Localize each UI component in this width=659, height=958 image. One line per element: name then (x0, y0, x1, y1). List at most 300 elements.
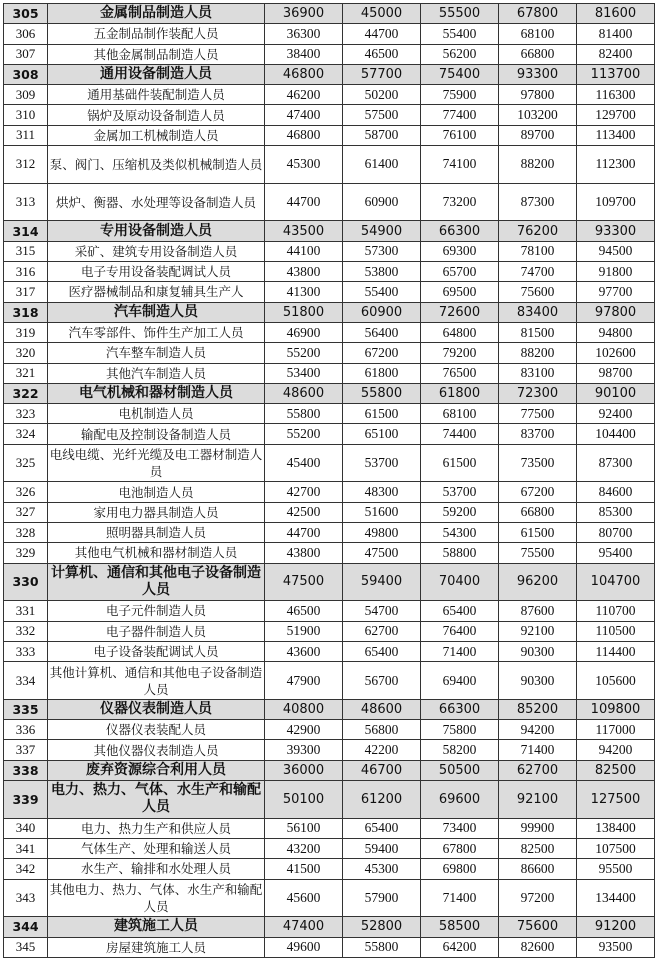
occupation-code: 335 (4, 699, 48, 719)
wage-value-3: 75800 (421, 720, 499, 740)
table-row (4, 44, 655, 64)
occupation-name: 电力、热力、气体、水生产和输配人员 (48, 781, 265, 819)
occupation-code: 340 (4, 818, 48, 838)
wage-value-2: 53800 (343, 262, 421, 282)
wage-value-2: 49800 (343, 523, 421, 543)
wage-value-2: 46700 (343, 760, 421, 780)
wage-value-1: 46800 (265, 125, 343, 145)
wage-value-3: 65700 (421, 262, 499, 282)
wage-value-2: 67200 (343, 343, 421, 363)
wage-value-4: 76200 (499, 221, 577, 241)
occupation-code: 329 (4, 543, 48, 563)
occupation-name: 气体生产、处理和输送人员 (48, 839, 265, 859)
occupation-name: 通用设备制造人员 (48, 64, 265, 84)
wage-value-1: 36300 (265, 24, 343, 44)
occupation-code: 312 (4, 146, 48, 184)
occupation-name: 电力、热力生产和供应人员 (48, 818, 265, 838)
wage-value-5: 105600 (577, 662, 655, 700)
wage-value-3: 77400 (421, 105, 499, 125)
occupation-code: 317 (4, 282, 48, 302)
table-row (4, 839, 655, 859)
category-row (4, 383, 655, 403)
occupation-code: 330 (4, 563, 48, 601)
table-row (4, 404, 655, 424)
wage-value-2: 56800 (343, 720, 421, 740)
wage-value-5: 98700 (577, 363, 655, 383)
wage-value-3: 58200 (421, 740, 499, 760)
wage-value-4: 75600 (499, 917, 577, 937)
wage-value-1: 49600 (265, 937, 343, 957)
wage-value-1: 42700 (265, 482, 343, 502)
wage-value-2: 47500 (343, 543, 421, 563)
occupation-name: 电子元件制造人员 (48, 601, 265, 621)
wage-value-4: 96200 (499, 563, 577, 601)
wage-value-5: 114400 (577, 641, 655, 661)
occupation-name: 其他计算机、通信和其他电子设备制造人员 (48, 662, 265, 700)
wage-value-1: 51900 (265, 621, 343, 641)
table-row (4, 641, 655, 661)
wage-value-2: 54900 (343, 221, 421, 241)
occupation-code: 343 (4, 879, 48, 917)
category-row (4, 221, 655, 241)
occupation-name: 计算机、通信和其他电子设备制造人员 (48, 563, 265, 601)
wage-value-3: 61800 (421, 383, 499, 403)
wage-value-5: 84600 (577, 482, 655, 502)
occupation-name: 仪器仪表装配人员 (48, 720, 265, 740)
occupation-name: 汽车整车制造人员 (48, 343, 265, 363)
wage-value-5: 116300 (577, 85, 655, 105)
wage-value-1: 45300 (265, 146, 343, 184)
table-body (4, 4, 655, 958)
table-row (4, 343, 655, 363)
wage-value-4: 94200 (499, 720, 577, 740)
occupation-name: 其他金属制品制造人员 (48, 44, 265, 64)
category-row (4, 760, 655, 780)
wage-value-4: 61500 (499, 523, 577, 543)
occupation-code: 308 (4, 64, 48, 84)
wage-value-3: 75400 (421, 64, 499, 84)
occupation-code: 321 (4, 363, 48, 383)
table-row (4, 662, 655, 700)
wage-value-5: 110500 (577, 621, 655, 641)
wage-value-5: 95400 (577, 543, 655, 563)
occupation-name: 汽车零部件、饰件生产加工人员 (48, 322, 265, 342)
wage-value-3: 55400 (421, 24, 499, 44)
occupation-code: 310 (4, 105, 48, 125)
occupation-name: 五金制品制作装配人员 (48, 24, 265, 44)
wage-value-2: 60900 (343, 183, 421, 221)
wage-value-5: 107500 (577, 839, 655, 859)
occupation-code: 331 (4, 601, 48, 621)
wage-value-2: 48600 (343, 699, 421, 719)
wage-value-1: 43800 (265, 262, 343, 282)
wage-value-2: 46500 (343, 44, 421, 64)
table-row (4, 740, 655, 760)
wage-value-4: 72300 (499, 383, 577, 403)
table-row (4, 523, 655, 543)
wage-value-2: 61800 (343, 363, 421, 383)
wage-value-4: 85200 (499, 699, 577, 719)
wage-value-1: 48600 (265, 383, 343, 403)
category-row (4, 781, 655, 819)
wage-value-5: 80700 (577, 523, 655, 543)
wage-value-2: 61200 (343, 781, 421, 819)
occupation-name: 电子器件制造人员 (48, 621, 265, 641)
wage-value-4: 68100 (499, 24, 577, 44)
wage-value-1: 44100 (265, 241, 343, 261)
occupation-code: 342 (4, 859, 48, 879)
wage-value-4: 87300 (499, 183, 577, 221)
wage-value-5: 134400 (577, 879, 655, 917)
occupation-name: 电线电缆、光纤光缆及电工器材制造人员 (48, 444, 265, 482)
wage-value-4: 67200 (499, 482, 577, 502)
occupation-name: 采矿、建筑专用设备制造人员 (48, 241, 265, 261)
occupation-code: 345 (4, 937, 48, 957)
table-row (4, 502, 655, 522)
occupation-code: 323 (4, 404, 48, 424)
wage-value-5: 110700 (577, 601, 655, 621)
wage-value-5: 81600 (577, 4, 655, 24)
wage-value-4: 97200 (499, 879, 577, 917)
occupation-name: 金属加工机械制造人员 (48, 125, 265, 145)
table-row (4, 859, 655, 879)
wage-value-4: 82600 (499, 937, 577, 957)
occupation-name: 房屋建筑施工人员 (48, 937, 265, 957)
wage-value-1: 46800 (265, 64, 343, 84)
wage-value-3: 76500 (421, 363, 499, 383)
occupation-name: 其他仪器仪表制造人员 (48, 740, 265, 760)
wage-value-5: 85300 (577, 502, 655, 522)
wage-value-2: 45300 (343, 859, 421, 879)
wage-value-3: 74400 (421, 424, 499, 444)
wage-value-3: 69400 (421, 662, 499, 700)
occupation-code: 306 (4, 24, 48, 44)
occupation-code: 319 (4, 322, 48, 342)
wage-value-4: 103200 (499, 105, 577, 125)
wage-value-1: 39300 (265, 740, 343, 760)
wage-value-5: 90100 (577, 383, 655, 403)
table-row (4, 322, 655, 342)
table-row (4, 24, 655, 44)
occupation-name: 家用电力器具制造人员 (48, 502, 265, 522)
wage-value-2: 56700 (343, 662, 421, 700)
wage-value-3: 56200 (421, 44, 499, 64)
occupation-code: 316 (4, 262, 48, 282)
wage-value-3: 64200 (421, 937, 499, 957)
wage-value-3: 58800 (421, 543, 499, 563)
wage-value-1: 38400 (265, 44, 343, 64)
wage-value-1: 47400 (265, 105, 343, 125)
table-row (4, 105, 655, 125)
wage-value-2: 56400 (343, 322, 421, 342)
wage-value-3: 71400 (421, 641, 499, 661)
wage-value-2: 42200 (343, 740, 421, 760)
wage-value-1: 51800 (265, 302, 343, 322)
wage-value-4: 67800 (499, 4, 577, 24)
wage-value-4: 77500 (499, 404, 577, 424)
wage-value-2: 55800 (343, 937, 421, 957)
category-row (4, 64, 655, 84)
occupation-code: 309 (4, 85, 48, 105)
occupation-code: 307 (4, 44, 48, 64)
table-row (4, 818, 655, 838)
table-row (4, 601, 655, 621)
wage-value-3: 73200 (421, 183, 499, 221)
wage-value-1: 43200 (265, 839, 343, 859)
wage-value-2: 59400 (343, 839, 421, 859)
wage-value-2: 61500 (343, 404, 421, 424)
category-row (4, 4, 655, 24)
wage-value-1: 47400 (265, 917, 343, 937)
wage-value-1: 42900 (265, 720, 343, 740)
table-row (4, 241, 655, 261)
occupation-code: 314 (4, 221, 48, 241)
wage-value-3: 58500 (421, 917, 499, 937)
wage-value-4: 88200 (499, 146, 577, 184)
wage-value-5: 102600 (577, 343, 655, 363)
occupation-code: 326 (4, 482, 48, 502)
wage-value-1: 42500 (265, 502, 343, 522)
wage-value-1: 46200 (265, 85, 343, 105)
wage-value-2: 57900 (343, 879, 421, 917)
wage-value-1: 55800 (265, 404, 343, 424)
wage-value-1: 56100 (265, 818, 343, 838)
occupation-name: 其他电力、热力、气体、水生产和输配人员 (48, 879, 265, 917)
wage-value-4: 86600 (499, 859, 577, 879)
wage-value-1: 43800 (265, 543, 343, 563)
wage-value-2: 53700 (343, 444, 421, 482)
wage-value-4: 75500 (499, 543, 577, 563)
wage-value-1: 47900 (265, 662, 343, 700)
wage-table (3, 3, 655, 958)
wage-value-3: 69800 (421, 859, 499, 879)
wage-value-5: 113400 (577, 125, 655, 145)
wage-value-5: 87300 (577, 444, 655, 482)
occupation-name: 医疗器械制品和康复辅具生产人 (48, 282, 265, 302)
wage-value-4: 81500 (499, 322, 577, 342)
wage-value-3: 70400 (421, 563, 499, 601)
wage-value-3: 50500 (421, 760, 499, 780)
table-row (4, 543, 655, 563)
wage-value-4: 82500 (499, 839, 577, 859)
wage-value-3: 61500 (421, 444, 499, 482)
wage-value-1: 53400 (265, 363, 343, 383)
wage-value-4: 71400 (499, 740, 577, 760)
occupation-code: 337 (4, 740, 48, 760)
wage-value-1: 45400 (265, 444, 343, 482)
occupation-code: 325 (4, 444, 48, 482)
wage-value-2: 65400 (343, 818, 421, 838)
wage-value-2: 57700 (343, 64, 421, 84)
wage-value-2: 62700 (343, 621, 421, 641)
wage-value-5: 93300 (577, 221, 655, 241)
wage-value-3: 76100 (421, 125, 499, 145)
wage-value-5: 104400 (577, 424, 655, 444)
occupation-name: 通用基础件装配制造人员 (48, 85, 265, 105)
wage-value-4: 66800 (499, 44, 577, 64)
wage-value-4: 92100 (499, 621, 577, 641)
wage-value-5: 109700 (577, 183, 655, 221)
wage-value-3: 69300 (421, 241, 499, 261)
occupation-code: 315 (4, 241, 48, 261)
occupation-name: 电气机械和器材制造人员 (48, 383, 265, 403)
wage-value-1: 44700 (265, 183, 343, 221)
occupation-code: 322 (4, 383, 48, 403)
wage-value-5: 129700 (577, 105, 655, 125)
wage-value-5: 93500 (577, 937, 655, 957)
wage-value-5: 113700 (577, 64, 655, 84)
wage-value-1: 43500 (265, 221, 343, 241)
occupation-name: 电池制造人员 (48, 482, 265, 502)
occupation-code: 334 (4, 662, 48, 700)
wage-value-5: 97700 (577, 282, 655, 302)
wage-value-5: 92400 (577, 404, 655, 424)
occupation-name: 输配电及控制设备制造人员 (48, 424, 265, 444)
wage-value-2: 57500 (343, 105, 421, 125)
wage-value-1: 41500 (265, 859, 343, 879)
occupation-name: 照明器具制造人员 (48, 523, 265, 543)
wage-value-4: 92100 (499, 781, 577, 819)
occupation-name: 水生产、输排和水处理人员 (48, 859, 265, 879)
table-row (4, 879, 655, 917)
wage-value-2: 65100 (343, 424, 421, 444)
wage-value-5: 94500 (577, 241, 655, 261)
occupation-code: 324 (4, 424, 48, 444)
occupation-code: 328 (4, 523, 48, 543)
occupation-name: 其他汽车制造人员 (48, 363, 265, 383)
wage-value-2: 60900 (343, 302, 421, 322)
wage-value-1: 41300 (265, 282, 343, 302)
wage-value-1: 46900 (265, 322, 343, 342)
wage-value-5: 97800 (577, 302, 655, 322)
wage-value-3: 65400 (421, 601, 499, 621)
occupation-name: 锅炉及原动设备制造人员 (48, 105, 265, 125)
occupation-name: 金属制品制造人员 (48, 4, 265, 24)
wage-value-1: 55200 (265, 343, 343, 363)
occupation-code: 336 (4, 720, 48, 740)
occupation-code: 318 (4, 302, 48, 322)
wage-value-4: 74700 (499, 262, 577, 282)
table-row (4, 937, 655, 957)
table-row (4, 621, 655, 641)
wage-value-3: 79200 (421, 343, 499, 363)
wage-value-5: 94200 (577, 740, 655, 760)
wage-value-5: 82400 (577, 44, 655, 64)
wage-value-4: 90300 (499, 662, 577, 700)
wage-value-3: 73400 (421, 818, 499, 838)
wage-value-2: 48300 (343, 482, 421, 502)
wage-value-2: 44700 (343, 24, 421, 44)
wage-value-4: 62700 (499, 760, 577, 780)
category-row (4, 699, 655, 719)
occupation-name: 电子设备装配调试人员 (48, 641, 265, 661)
occupation-code: 311 (4, 125, 48, 145)
wage-value-5: 117000 (577, 720, 655, 740)
wage-value-5: 82500 (577, 760, 655, 780)
occupation-code: 338 (4, 760, 48, 780)
occupation-name: 电机制造人员 (48, 404, 265, 424)
wage-value-4: 83700 (499, 424, 577, 444)
wage-value-3: 59200 (421, 502, 499, 522)
occupation-code: 327 (4, 502, 48, 522)
wage-value-2: 57300 (343, 241, 421, 261)
wage-value-5: 81400 (577, 24, 655, 44)
wage-value-1: 55200 (265, 424, 343, 444)
wage-value-2: 50200 (343, 85, 421, 105)
wage-value-2: 58700 (343, 125, 421, 145)
wage-value-3: 53700 (421, 482, 499, 502)
category-row (4, 917, 655, 937)
wage-value-3: 55500 (421, 4, 499, 24)
table-row (4, 125, 655, 145)
occupation-code: 339 (4, 781, 48, 819)
wage-value-5: 112300 (577, 146, 655, 184)
wage-value-5: 104700 (577, 563, 655, 601)
wage-value-1: 43600 (265, 641, 343, 661)
wage-value-1: 46500 (265, 601, 343, 621)
table-row (4, 363, 655, 383)
wage-value-4: 83400 (499, 302, 577, 322)
wage-value-2: 52800 (343, 917, 421, 937)
occupation-code: 320 (4, 343, 48, 363)
table-row (4, 424, 655, 444)
table-row (4, 720, 655, 740)
wage-value-5: 138400 (577, 818, 655, 838)
wage-value-5: 95500 (577, 859, 655, 879)
wage-value-3: 66300 (421, 699, 499, 719)
occupation-name: 其他电气机械和器材制造人员 (48, 543, 265, 563)
wage-value-3: 69500 (421, 282, 499, 302)
wage-value-3: 74100 (421, 146, 499, 184)
wage-value-4: 78100 (499, 241, 577, 261)
wage-value-4: 99900 (499, 818, 577, 838)
wage-value-4: 87600 (499, 601, 577, 621)
wage-value-3: 67800 (421, 839, 499, 859)
occupation-name: 建筑施工人员 (48, 917, 265, 937)
wage-value-3: 69600 (421, 781, 499, 819)
wage-value-4: 73500 (499, 444, 577, 482)
occupation-code: 333 (4, 641, 48, 661)
wage-value-2: 51600 (343, 502, 421, 522)
wage-value-4: 75600 (499, 282, 577, 302)
wage-value-3: 54300 (421, 523, 499, 543)
occupation-name: 专用设备制造人员 (48, 221, 265, 241)
table-row (4, 146, 655, 184)
occupation-name: 废弃资源综合利用人员 (48, 760, 265, 780)
wage-value-2: 59400 (343, 563, 421, 601)
wage-value-1: 50100 (265, 781, 343, 819)
wage-value-3: 64800 (421, 322, 499, 342)
occupation-code: 341 (4, 839, 48, 859)
wage-value-2: 45000 (343, 4, 421, 24)
table-row (4, 85, 655, 105)
wage-value-4: 88200 (499, 343, 577, 363)
table-row (4, 482, 655, 502)
wage-value-1: 36000 (265, 760, 343, 780)
occupation-name: 仪器仪表制造人员 (48, 699, 265, 719)
wage-value-5: 91800 (577, 262, 655, 282)
category-row (4, 563, 655, 601)
wage-value-3: 66300 (421, 221, 499, 241)
occupation-name: 电子专用设备装配调试人员 (48, 262, 265, 282)
occupation-code: 332 (4, 621, 48, 641)
occupation-code: 344 (4, 917, 48, 937)
wage-value-4: 93300 (499, 64, 577, 84)
table-row (4, 183, 655, 221)
occupation-name: 烘炉、衡器、水处理等设备制造人员 (48, 183, 265, 221)
table-row (4, 282, 655, 302)
wage-value-3: 71400 (421, 879, 499, 917)
